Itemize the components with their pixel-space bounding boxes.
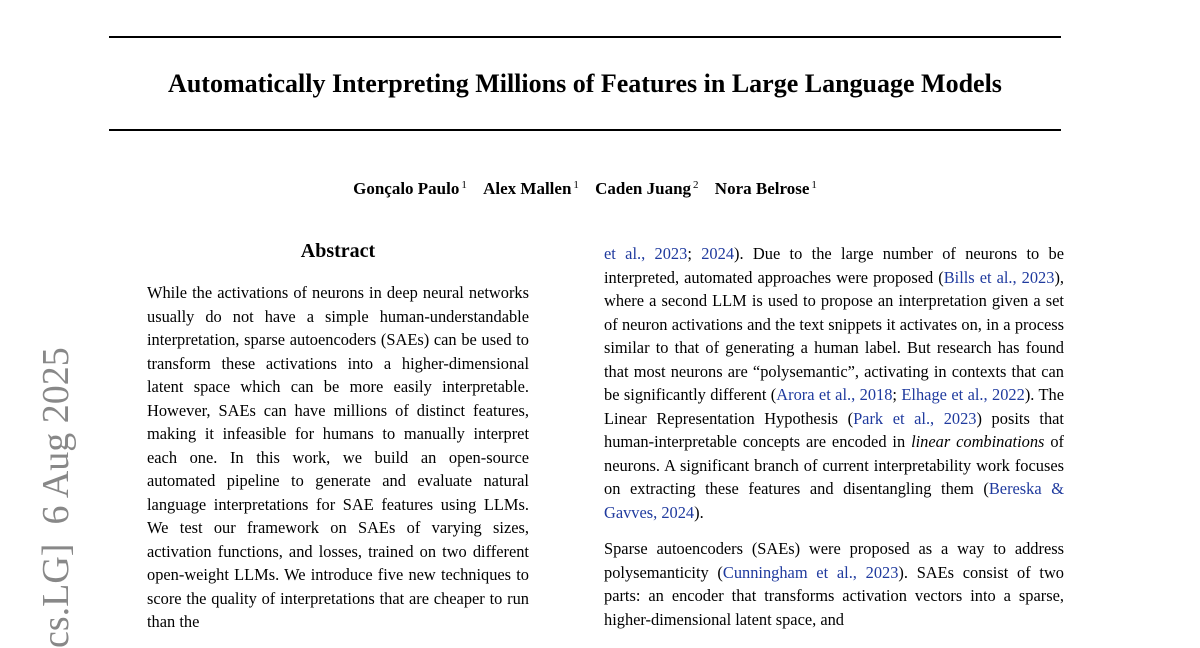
author-affiliation: 1 bbox=[461, 179, 467, 191]
abstract-text: While the activations of neurons in deep neural networks usually do not have a simple human-understandable interpretation, sparse autoencoders (SAEs) can be used to transform these activations into a higher-dimensional latent space which can be more easily interpretable. However, SAEs can have millions of distinct features, making it infeasible for humans to manually interpret each one. In this work, we build an open-source automated pipeline to generate and evaluate natural language interpretations for SAE features using LLMs. We test our framework on SAEs of varying sizes, activation functions, and losses, trained on two different open-weight LLMs. We introduce five new techniques to score the quality of interpretations that are cheaper to run than the bbox=[147, 283, 529, 631]
body-text: ). bbox=[694, 502, 704, 522]
body-column-right bbox=[604, 242, 1064, 631]
title-rule-bottom bbox=[109, 129, 1061, 131]
author-list bbox=[0, 174, 1170, 200]
title-rule-top bbox=[109, 36, 1061, 38]
author bbox=[353, 179, 467, 198]
body-paragraph bbox=[604, 537, 1064, 631]
author bbox=[715, 179, 817, 198]
citation-link[interactable]: Park et al., 2023 bbox=[853, 408, 977, 428]
author-name: Alex Mallen bbox=[483, 179, 572, 198]
body-text: Sparse autoencoders (SAEs) were proposed as a way to address polysemanticity ( bbox=[604, 539, 1064, 582]
author-name: Caden Juang bbox=[595, 179, 692, 198]
author-name: Nora Belrose bbox=[714, 179, 810, 198]
author-affiliation: 1 bbox=[811, 179, 817, 191]
body-text: ). SAEs consist of two parts: an encoder that transforms activation vectors into a sparse, higher-dimensional latent space, and bbox=[604, 562, 1064, 629]
body-text: of neurons. A significant branch of current interpretability work focuses on extracting these features and disentangling them ( bbox=[604, 432, 1064, 498]
citation-link[interactable]: Arora et al., 2018 bbox=[776, 385, 893, 404]
author bbox=[483, 179, 579, 198]
author-affiliation: 2 bbox=[693, 179, 699, 191]
citation-link[interactable]: et al., 2023 bbox=[604, 244, 688, 263]
emphasis-text: linear combinations bbox=[911, 432, 1045, 451]
arxiv-stamp: cs.LG] 6 Aug 2025 bbox=[35, 347, 77, 648]
body-text: ). The Linear Representation Hypothesis ( bbox=[604, 385, 1064, 428]
author-affiliation: 1 bbox=[573, 179, 579, 191]
body-paragraph bbox=[604, 242, 1064, 524]
paper-title: Automatically Interpreting Millions of Features in Large Language Models bbox=[168, 69, 1002, 98]
citation-link[interactable]: Cunningham et al., 2023 bbox=[722, 562, 899, 582]
citation-link[interactable]: Elhage et al., 2022 bbox=[901, 385, 1025, 404]
body-text: ) posits that human-interpretable concepts are encoded in bbox=[604, 408, 1064, 451]
author bbox=[595, 179, 698, 198]
body-text: ; bbox=[687, 244, 702, 263]
citation-link[interactable]: Bereska & Gavves, 2024 bbox=[604, 479, 1064, 522]
body-text: ). Due to the large number of neurons to be interpreted, automated approaches were proposed ( bbox=[604, 244, 1065, 287]
body-text: ; bbox=[892, 385, 902, 404]
citation-link[interactable]: Bills et al., 2023 bbox=[943, 267, 1055, 287]
body-text: ), where a second LLM is used to propose an interpretation given a set of neuron activations and the text snippets it activates on, in a process similar to that of generating a human label. But research has found that most neurons are “polysemantic”, activating in contexts that can be significantly different ( bbox=[604, 267, 1065, 404]
citation-link[interactable]: 2024 bbox=[701, 244, 735, 263]
abstract-heading: Abstract bbox=[300, 240, 376, 262]
author-name: Gonçalo Paulo bbox=[353, 179, 460, 198]
